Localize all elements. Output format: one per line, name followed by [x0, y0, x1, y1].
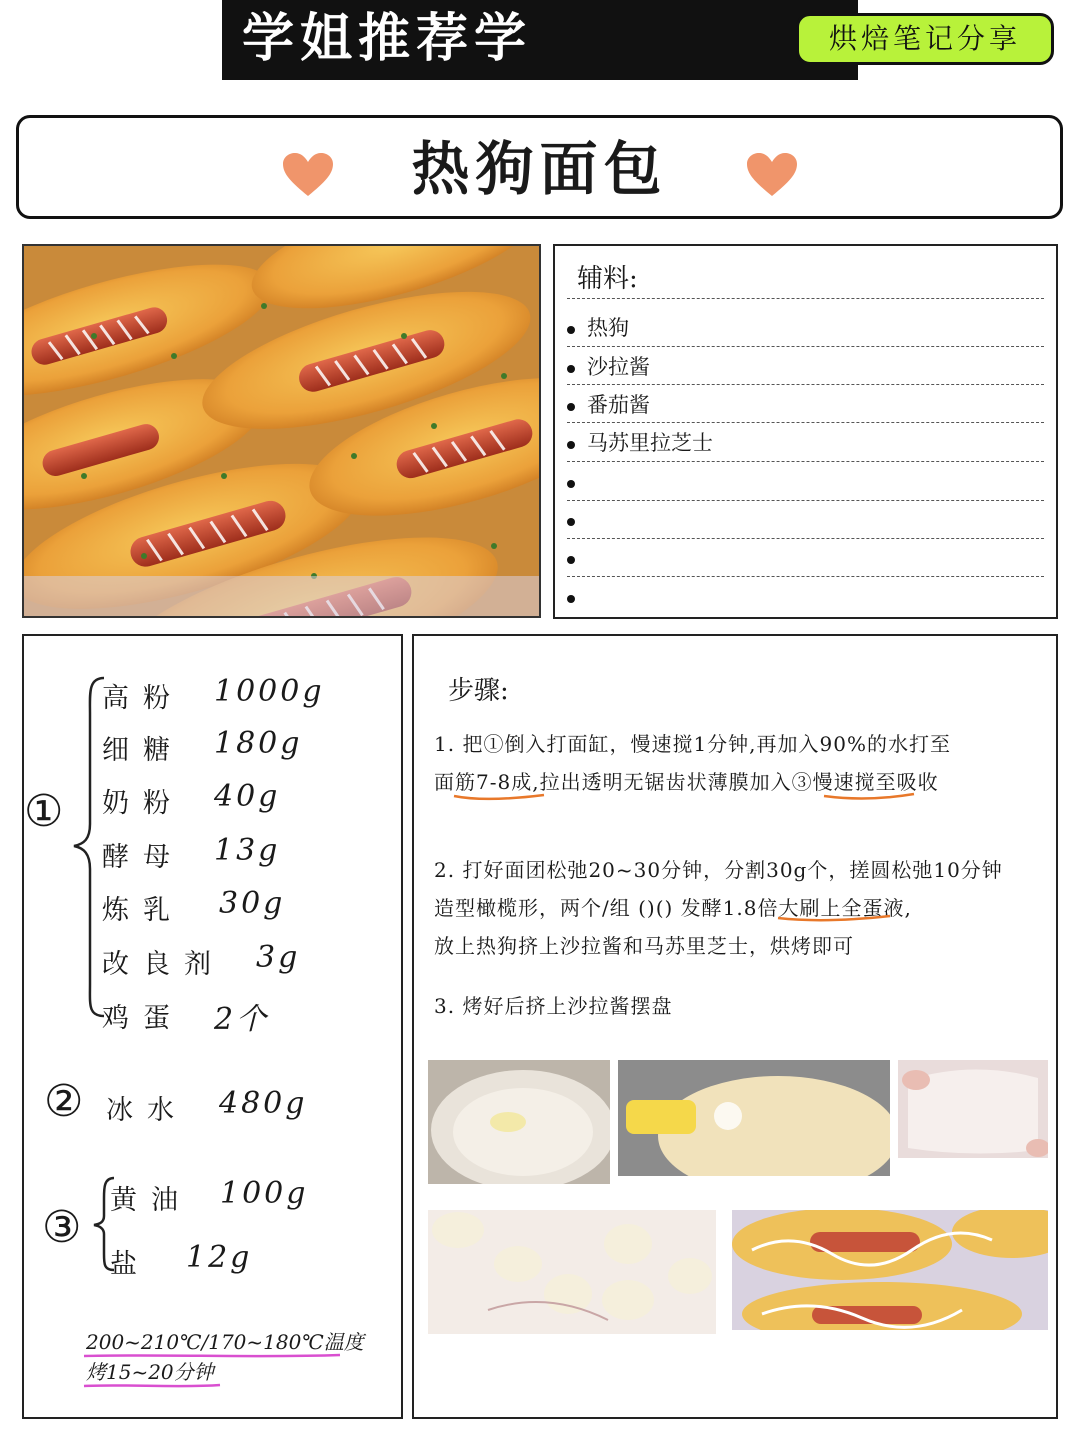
divider: [567, 384, 1044, 385]
ingredient-name: 冰水: [106, 1095, 188, 1126]
bullet-icon: [567, 441, 575, 449]
dough-balls-illustration: [428, 1210, 716, 1334]
auxiliary-ingredients-box: [553, 244, 1058, 619]
bullet-icon: [567, 365, 575, 373]
step-text: 造型橄榄形，两个/组 ()() 发酵1.8倍大刷上全蛋液,: [434, 896, 912, 920]
ingredient-name: 鸡蛋: [102, 1003, 184, 1034]
ingredient-amount: 12g: [186, 1240, 253, 1275]
ingredient-amount: 100g: [220, 1176, 309, 1211]
steps-title: 步骤:: [448, 676, 509, 706]
bullet-icon: [567, 480, 575, 488]
flour-bowl-illustration: [428, 1060, 610, 1184]
ingredient-name: 酵母: [102, 842, 184, 873]
divider: [567, 461, 1044, 462]
dough-butter-illustration: [618, 1060, 890, 1176]
step-text: 1. 把①倒入打面缸，慢速搅1分钟,再加入90%的水打至: [434, 732, 951, 756]
group2-number: ②: [44, 1076, 84, 1127]
ingredient-name: 炼乳: [102, 895, 184, 926]
hot-dog-bread-photo: [22, 244, 541, 618]
bullet-icon: [567, 595, 575, 603]
hot-dog-bread-illustration: [24, 246, 541, 618]
step-photo-dough-butter: [618, 1060, 890, 1176]
ingredient-amount: 40g: [214, 779, 281, 814]
step-photo-dough-balls: [428, 1210, 716, 1334]
divider: [567, 422, 1044, 423]
divider: [567, 346, 1044, 347]
bake-temperature: 200~210℃/170~180℃温度: [86, 1330, 364, 1354]
group1-number: ①: [24, 786, 64, 837]
topping-illustration: [732, 1210, 1048, 1330]
bullet-icon: [567, 556, 575, 564]
aux-item: 马苏里拉芝士: [567, 429, 713, 457]
bake-time: 烤15~20分钟: [86, 1360, 214, 1384]
ingredient-amount: 1000g: [214, 674, 325, 709]
ingredient-amount: 180g: [214, 726, 303, 761]
aux-item: 热狗: [567, 314, 629, 342]
divider: [567, 298, 1044, 299]
annotation-underline: [434, 790, 934, 802]
aux-item: 番茄酱: [567, 391, 650, 419]
bullet-icon: [567, 326, 575, 334]
banner-tag: [796, 13, 1054, 65]
ingredient-amount: 3g: [256, 940, 301, 975]
recipe-title: 热狗面包: [411, 135, 668, 203]
aux-item: [567, 583, 587, 611]
bullet-icon: [567, 403, 575, 411]
ingredient-name: 改良剂: [102, 949, 225, 980]
aux-item: [567, 544, 587, 572]
ingredient-name: 奶粉: [102, 788, 184, 819]
ingredient-amount: 480g: [219, 1086, 308, 1121]
steps-box: [412, 634, 1058, 1419]
aux-item: [567, 506, 587, 534]
aux-item: 沙拉酱: [567, 353, 650, 381]
ingredient-amount: 2个: [214, 1002, 270, 1037]
step-text: 2. 打好面团松弛20~30分钟，分割30g个，搓圆松弛10分钟: [434, 858, 1003, 882]
divider: [567, 538, 1044, 539]
header-banner: [222, 0, 1021, 80]
bullet-icon: [567, 518, 575, 526]
banner-tag-label: 烘焙笔记分享: [796, 13, 1054, 65]
ingredient-amount: 13g: [214, 833, 281, 868]
ingredients-box: [22, 634, 403, 1419]
banner-title: 学姐推荐学: [242, 9, 533, 69]
underline-decoration: [82, 1382, 222, 1390]
step-text: 面筋7-8成,拉出透明无锯齿状薄膜加入③慢速搅至吸收: [434, 770, 939, 794]
ingredient-name: 黄油: [110, 1185, 192, 1216]
aux-item: [567, 468, 587, 496]
ingredient-name: 高粉: [102, 683, 184, 714]
step-photo-topping: [732, 1210, 1048, 1330]
step-text: 3. 烤好后挤上沙拉酱摆盘: [434, 994, 673, 1018]
step-photo-mixing-flour: [428, 1060, 610, 1184]
recipe-title-box: [16, 115, 1063, 219]
step-photo-window-pane: [898, 1060, 1048, 1158]
heart-icon: [745, 152, 799, 198]
window-pane-illustration: [898, 1060, 1048, 1158]
group3-number: ③: [42, 1202, 82, 1253]
auxiliary-title: 辅料:: [577, 264, 638, 294]
divider: [567, 576, 1044, 577]
step-text: 放上热狗挤上沙拉酱和马苏里芝士，烘烤即可: [434, 934, 854, 958]
ingredient-amount: 30g: [219, 886, 286, 921]
annotation-underline: [774, 912, 894, 924]
ingredient-name: 盐: [110, 1249, 151, 1280]
divider: [567, 500, 1044, 501]
ingredient-name: 细糖: [102, 735, 184, 766]
